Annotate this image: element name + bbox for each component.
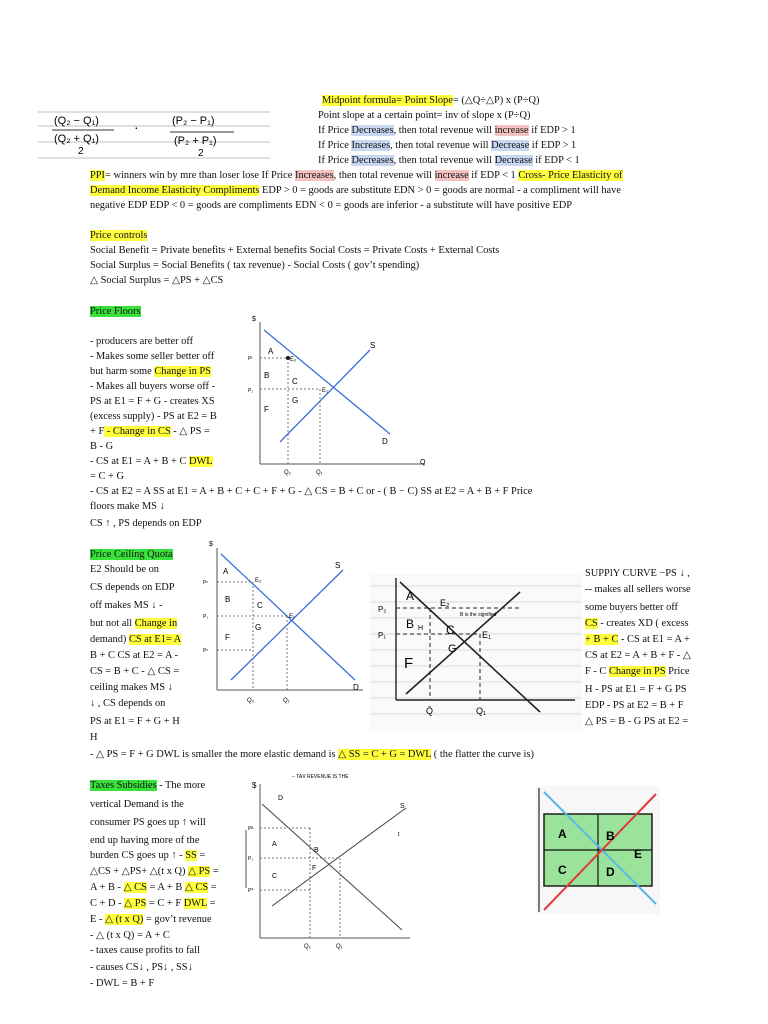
pf-line-8: B - G [90,441,114,452]
gf-dollar: $ [252,316,256,323]
gc-e1: E₁ [289,614,296,620]
ppi-line-2: Demand Income Elasticity Compliments EDP > 0 = goods are substitute EDN > 0 = goods are normal - a compliment will have [90,185,621,196]
gt-ps: Pᔆ [248,888,254,894]
gc-area-c: C [257,601,263,610]
price-floor-graph [240,312,440,482]
gt-top-note: − TAX REVENUE IS THE [292,774,349,780]
gh-ps: P₂ [378,605,387,614]
pf-line-2: - Makes some seller better off [90,351,215,362]
gc-p2: Pᶜ [203,648,209,654]
pc-right-5: + B + C - CS at E1 = A + [585,634,690,645]
social-surplus-line: Social Surplus = Social Benefits ( tax revenue) - Social Costs ( gov’t spending) [90,260,420,271]
pc-line-1: E2 Should be on [90,564,159,575]
colored-surplus-graph [536,786,660,914]
point-slope-label: Point Slope [404,95,453,106]
hw-half-2: 2 [198,148,204,159]
gt-q2: Q₂ [304,944,311,950]
point-slope-line: Point slope at a certain point= inv of slope x (P÷Q) [318,110,531,121]
gc-p1: P₁ [203,614,209,620]
pf-line-6: (excess supply) - PS at E2 = B [90,411,217,422]
gh-e2: E₂ [440,598,450,608]
midpoint-label: Midpoint formula= [322,95,405,106]
pc-right-2: -- makes all sellers worse [585,584,691,595]
gf-area-c: C [292,377,298,386]
gh-e1: E₁ [482,630,492,640]
pc-line-5: demand) CS at E1= A [90,634,182,645]
gf-pf: Pᶠ [248,356,253,362]
delta-surplus-line: △ Social Surplus = △PS + △CS [90,275,224,286]
pf-line-11: - CS at E2 = A SS at E1 = A + B + C + C + F + G - △ CS = B + C or - ( B − C) SS at E2 = A + B + F Price [90,486,533,497]
ppi-line-3: negative EDP EDP < 0 = goods are compliments EDN < 0 = goods are inferior - a substitute will have positive EDP [90,200,573,211]
tx-line-5: burden CS goes up ↑ - SS = [90,850,206,861]
tx-line-10: - △ (t x Q) = A + C [90,930,170,941]
gf-area-a: A [268,347,274,356]
pc-line-2: CS depends on EDP [90,582,175,593]
gf-p1: P₁ [248,388,254,394]
gf-e1: E₁ [322,388,329,394]
handwritten-ceiling-graph [370,574,582,732]
pc-right-3: some buyers better off [585,602,679,613]
pc-right-8: H - PS at E1 = F + G PS [585,684,687,695]
gt-area-c: C [272,873,278,880]
gf-area-b: B [264,371,270,380]
tx-line-2: vertical Demand is the [90,799,184,810]
gf-demand: D [382,437,388,446]
hw-dot: · [134,119,139,135]
midpoint-formula: = (△Q÷△P) x (P÷Q) [452,95,540,106]
tr-rule-3: If Price Decreases, then total revenue will Decrease if EDP < 1 [318,155,580,166]
gf-q1: Q₁ [316,470,323,476]
pc-line-11: H [90,732,98,743]
hw-half-1: 2 [78,146,84,157]
handwritten-midpoint-formula [34,108,274,164]
pf-line-12: floors make MS ↓ [90,501,165,512]
gc-area-g: G [255,623,262,632]
pf-line-13: CS ↑ , PS depends on EDP [90,518,202,529]
gh-area-g: G [448,643,457,655]
pc-line-8: ceiling makes MS ↓ [90,682,173,693]
gh-area-c: C [446,623,455,637]
price-ceiling-title: Price Ceiling Quota [90,549,173,560]
pc-bottom-line: - △ PS = F + G DWL is smaller the more elastic demand is △ SS = C + G = DWL ( the flatter the curve is) [90,749,534,760]
gc-dollar: $ [209,541,213,548]
gf-supply: S [370,341,376,350]
gt-area-b: B [314,847,319,854]
pf-line-10: = C + G [90,471,124,482]
tr-rule-2: If Price Increases, then total revenue will Decrease if EDP > 1 [318,140,577,151]
pc-right-6: CS at E2 = A + B + F - △ [585,650,691,661]
gc-demand: D [353,683,359,692]
price-ceiling-graph [195,538,370,713]
gh-area-h: H [418,625,424,632]
gt-area-f: F [312,865,317,872]
hw-p-term: (P₂ − P₁) [172,115,215,127]
tx-line-7: A + B - △ CS = A + B △ CS = [90,882,217,893]
gf-q2: Q₂ [284,470,291,476]
pc-line-10: PS at E1 = F + G + H [90,716,180,727]
price-floors-title: Price Floors [90,306,141,317]
tx-line-8: C + D - △ PS = C + F DWL = [90,898,216,909]
pc-line-7: CS = B + C - △ CS = [90,666,180,677]
pc-right-4: CS - creates XD ( excess [585,618,689,629]
tx-line-11: - taxes cause profits to fall [90,945,200,956]
cg-area-d: D [606,865,615,879]
gc-q2: Q₂ [247,698,254,704]
tx-line-6: △CS + △PS+ △(t x Q) △ PS = [90,866,219,877]
pc-right-1: SUPPlY CURVE −PS ↓ , [585,568,690,579]
gc-e2: E₂ [255,578,262,584]
cg-area-e: E [634,847,643,861]
pc-right-9: EDP - PS at E2 = B + F [585,700,684,711]
cg-area-b: B [606,829,615,843]
pf-line-7: + F - Change in CS - △ PS = [90,426,210,437]
pc-line-3: off makes MS ↓ - [90,600,163,611]
gt-dollar: $ [252,781,257,790]
gt-demand: D [278,795,284,802]
pf-line-9: - CS at E1 = A + B + C DWL [90,456,213,467]
pc-line-6: B + C CS at E2 = A - [90,650,178,661]
gh-area-a: A [406,589,415,603]
gh-note: B is the signified [460,612,497,618]
pf-line-3: but harm some Change in PS [90,366,211,377]
gf-q: Q [420,459,426,466]
gc-pc: Pᶜ [203,580,209,586]
hw-p-denom: (P₂ + P₁) [174,135,217,147]
gh-area-f: F [404,655,414,672]
gc-area-b: B [225,595,231,604]
midpoint-line [322,93,540,108]
gf-area-g: G [292,396,299,405]
gt-q1: Q₁ [336,944,343,950]
gh-q1: Q₁ [476,706,487,716]
gt-area-a: A [272,841,277,848]
gh-p1: P₁ [378,631,387,640]
tx-line-9: E - △ (t x Q) = gov’t revenue [90,914,212,925]
social-benefit-line: Social Benefit = Private benefits + External benefits Social Costs = Private Costs + External Costs [90,245,500,256]
pf-line-1: - producers are better off [90,336,194,347]
cg-area-c: C [558,863,567,877]
pc-right-7: F - C Change in PS Price [585,666,690,677]
cg-area-a: A [558,827,567,841]
gf-area-f: F [264,405,269,414]
pf-line-4: - Makes all buyers worse off - [90,381,216,392]
ppi-line-1: PPI= winners win by mre than loser lose If Price Increases, then total revenue will increase if EDP < 1 Cross- Price Elasticity of [90,170,623,181]
gt-pb: Pᴮ [248,826,254,832]
gc-area-a: A [223,567,229,576]
pc-right-10: △ PS = B - G PS at E2 = [585,716,689,727]
hw-q-term: (Q₂ − Q₁) [54,115,99,127]
gt-t: t [398,832,400,838]
tx-line-3: consumer PS goes up ↑ will [90,817,206,828]
tx-line-4: end up having more of the [90,835,200,846]
pf-line-5: PS at E1 = F + G - creates XS [90,396,215,407]
gt-p1: P₁ [248,856,254,862]
tax-graph [232,770,422,950]
gh-qbar: Q̄ [426,706,434,716]
tx-line-12: - causes CS↓ , PS↓ , SS↓ [90,962,193,973]
tx-line-13: - DWL = B + F [90,978,155,989]
gc-area-f: F [225,633,230,642]
tr-rule-1: If Price Decreases, then total revenue will increase if EDP > 1 [318,125,576,136]
gc-q1: Q₁ [283,698,290,704]
gc-supply: S [335,561,341,570]
gf-e2: E₂ [290,357,297,363]
pc-line-4: but not all Change in [90,618,178,629]
pc-line-9: ↓ , CS depends on [90,698,166,709]
gh-area-b: B [406,617,415,631]
hw-q-denom: (Q₂ + Q₁) [54,133,99,145]
gt-supply: S [400,803,405,810]
price-controls-title: Price controls [90,230,148,241]
taxes-line-1: Taxes Subsidies - The more [90,780,206,791]
